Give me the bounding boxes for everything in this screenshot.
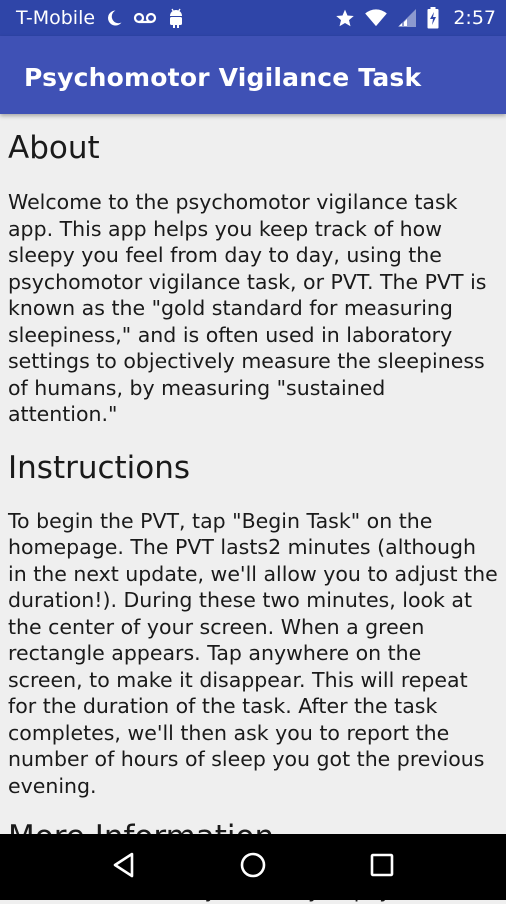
carrier-label: T-Mobile [16,7,96,29]
wifi-icon [365,9,387,27]
star-icon [335,8,355,28]
navigation-bar [0,834,506,900]
status-bar-right [335,7,496,29]
signal-icon [397,8,417,28]
back-icon [110,851,138,883]
clock-label: 2:57 [453,7,496,29]
about-paragraph: Welcome to the psychomotor vigilance task app. This app helps you keep track of how sleepy you feel from day to day, using the psychomotor vigilance task, or PVT. The PVT is known as the "gold standard for measuring sleepiness," and is often used in laboratory settings to objectively measure the sleepiness of humans, by measuring "sustained attention." [8,190,487,426]
android-icon [167,8,185,28]
back-button[interactable] [94,837,154,897]
recents-icon [369,852,395,882]
instructions-paragraph: To begin the PVT, tap "Begin Task" on the homepage. The PVT lasts2 minutes (although in the next update, we'll allow you to adjust the duration!). During these two minutes, look at the center of your screen. When a green rectangle appears. Tap anywhere on the screen, to make it disappear. This will repeat for the duration of the task. After the task completes, we'll then ask you to report the number of hours of sleep you got the previous evening. [8,508,498,798]
battery-icon [427,7,439,29]
about-heading: About [8,130,100,166]
app-bar [0,36,506,114]
home-button[interactable] [223,837,283,897]
instructions-heading: Instructions [8,449,191,486]
app-title: Psychomotor Vigilance Task [24,62,422,92]
status-bar-left [16,7,335,29]
home-icon [239,851,267,883]
voicemail-icon [133,11,157,25]
moon-icon [105,9,123,27]
recents-button[interactable] [352,837,412,897]
status-bar [0,0,506,36]
content-scroll-area[interactable] [0,114,506,834]
